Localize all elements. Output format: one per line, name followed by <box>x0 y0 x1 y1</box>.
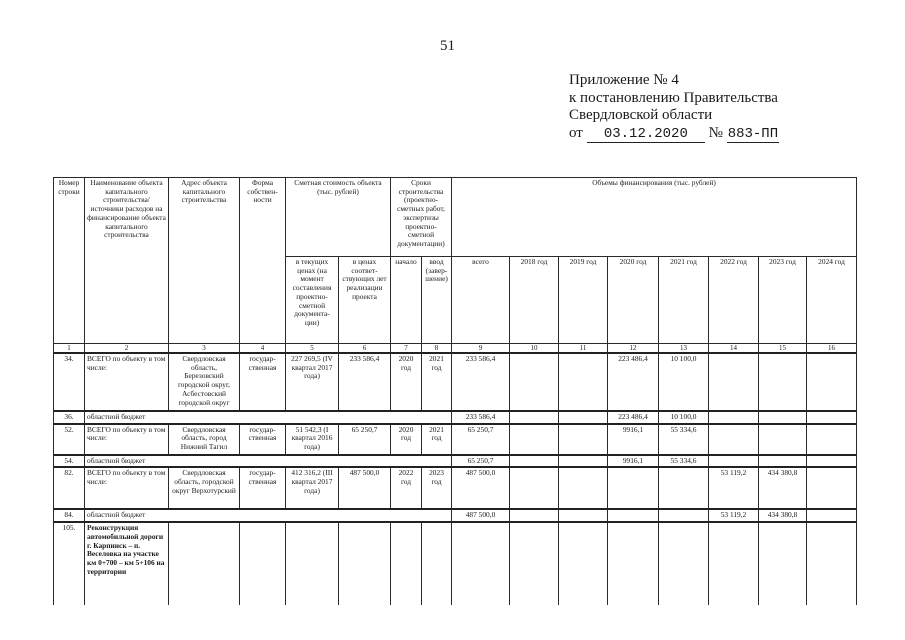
resolution-date: 03.12.2020 <box>587 127 705 143</box>
empty-cell <box>169 522 240 605</box>
amount-2024 <box>807 455 857 468</box>
amount-2019 <box>559 353 608 411</box>
row-number: 105. <box>54 522 85 605</box>
row-number: 82. <box>54 467 85 509</box>
amount-2024 <box>807 411 857 424</box>
row-number: 34. <box>54 353 85 411</box>
header-cost-forecast: в ценах соответ-ствующих лет реализации проекта <box>339 257 391 344</box>
column-number: 6 <box>339 344 391 354</box>
amount-2021 <box>659 467 709 509</box>
term-end: 2021 год <box>422 424 452 455</box>
empty-cell <box>608 522 659 605</box>
empty-cell <box>807 522 857 605</box>
object-name: ВСЕГО по объекту в том числе: <box>85 353 169 411</box>
amount-2020 <box>608 467 659 509</box>
column-number: 5 <box>286 344 339 354</box>
amount-2021: 10 100,0 <box>659 411 709 424</box>
amount-2022 <box>709 411 759 424</box>
amount-2024 <box>807 467 857 509</box>
header-row <box>54 178 857 257</box>
empty-cell <box>709 522 759 605</box>
amount-2023: 434 380,8 <box>759 467 807 509</box>
term-start: 2020 год <box>391 353 422 411</box>
amount-2019 <box>559 424 608 455</box>
amount-2020 <box>608 509 659 522</box>
empty-cell <box>559 522 608 605</box>
term-end: 2021 год <box>422 353 452 411</box>
cost-current: 51 542,3 (I квартал 2016 года) <box>286 424 339 455</box>
header-terms: Сроки строительства (проектно-сметных работ, экспертизы проектно-сметной документации) <box>391 178 452 257</box>
empty-cell <box>510 522 559 605</box>
empty-cell <box>452 522 510 605</box>
object-address: Свердловская область, Березовский городской округ, Асбестовский городской округ <box>169 353 240 411</box>
amount-2023 <box>759 353 807 411</box>
empty-cell <box>286 522 339 605</box>
appendix-title: Приложение № 4 <box>569 72 679 88</box>
header-year-2023: 2023 год <box>759 257 807 344</box>
row-number: 52. <box>54 424 85 455</box>
table-row <box>54 467 857 509</box>
column-number: 8 <box>422 344 452 354</box>
object-address: Свердловская область, город Нижний Тагил <box>169 424 240 455</box>
object-name: Реконструкция автомобильной дороги г. Карпинск – п. Веселовка на участке км 0+700 – км 5+106 на территории <box>85 522 169 605</box>
empty-cell <box>240 522 286 605</box>
total-amount: 233 586,4 <box>452 411 510 424</box>
column-number: 11 <box>559 344 608 354</box>
total-amount: 233 586,4 <box>452 353 510 411</box>
row-number: 84. <box>54 509 85 522</box>
amount-2018 <box>510 509 559 522</box>
row-number: 36. <box>54 411 85 424</box>
amount-2021 <box>659 509 709 522</box>
header-cost-current: в текущих ценах (на момент составления проектно-сметной документа-ции) <box>286 257 339 344</box>
ownership: государ-ственная <box>240 467 286 509</box>
amount-2021: 10 100,0 <box>659 353 709 411</box>
header-ownership: Форма собствен-ности <box>240 178 286 344</box>
amount-2018 <box>510 424 559 455</box>
amount-2018 <box>510 467 559 509</box>
amount-2020: 223 486,4 <box>608 411 659 424</box>
total-amount: 487 500,0 <box>452 467 510 509</box>
column-number: 9 <box>452 344 510 354</box>
amount-2023: 434 380,8 <box>759 509 807 522</box>
empty-cell <box>339 522 391 605</box>
header-year-2024: 2024 год <box>807 257 857 344</box>
amount-2024 <box>807 509 857 522</box>
amount-2022: 53 119,2 <box>709 509 759 522</box>
amount-2023 <box>759 455 807 468</box>
header-year-2018: 2018 год <box>510 257 559 344</box>
amount-2022 <box>709 353 759 411</box>
term-start: 2022 год <box>391 467 422 509</box>
funding-source: областной бюджет <box>85 411 452 424</box>
amount-2020: 223 486,4 <box>608 353 659 411</box>
amount-2018 <box>510 411 559 424</box>
amount-2019 <box>559 509 608 522</box>
appendix-date-line <box>569 125 779 143</box>
amount-2019 <box>559 411 608 424</box>
funding-source: областной бюджет <box>85 509 452 522</box>
amount-2020: 9916,1 <box>608 455 659 468</box>
appendix-resolution: к постановлению Правительства <box>569 89 778 106</box>
empty-cell <box>391 522 422 605</box>
number-label: № <box>708 124 723 141</box>
column-number: 4 <box>240 344 286 354</box>
empty-cell <box>659 522 709 605</box>
empty-cell <box>759 522 807 605</box>
column-number: 15 <box>759 344 807 354</box>
amount-2022 <box>709 455 759 468</box>
column-number: 12 <box>608 344 659 354</box>
header-object-name: Наименование объекта капитального строительства/ источники расходов на финансирование объекта капитального строительства <box>85 178 169 344</box>
amount-2018 <box>510 353 559 411</box>
header-term-start: начало <box>391 257 422 344</box>
amount-2022: 53 119,2 <box>709 467 759 509</box>
amount-2024 <box>807 424 857 455</box>
header-estimated-cost: Сметная стоимость объекта (тыс. рублей) <box>286 178 391 257</box>
table-row <box>54 353 857 411</box>
cost-forecast: 233 586,4 <box>339 353 391 411</box>
amount-2019 <box>559 455 608 468</box>
amount-2022 <box>709 424 759 455</box>
column-number-row <box>54 344 857 354</box>
amount-2023 <box>759 411 807 424</box>
amount-2019 <box>559 467 608 509</box>
table-row <box>54 522 857 605</box>
page-number: 51 <box>440 38 455 54</box>
table-row <box>54 411 857 424</box>
ownership: государ-ственная <box>240 353 286 411</box>
cost-current: 412 316,2 (III квартал 2017 года) <box>286 467 339 509</box>
column-number: 14 <box>709 344 759 354</box>
amount-2023 <box>759 424 807 455</box>
term-start: 2020 год <box>391 424 422 455</box>
from-label: от <box>569 124 583 141</box>
header-row-number: Номер строки <box>54 178 85 344</box>
header-year-2022: 2022 год <box>709 257 759 344</box>
column-number: 1 <box>54 344 85 354</box>
appendix-header <box>569 72 779 143</box>
header-term-commission: ввод (завер-шение) <box>422 257 452 344</box>
column-number: 16 <box>807 344 857 354</box>
resolution-number: 883-ПП <box>727 125 779 142</box>
header-total: всего <box>452 257 510 344</box>
object-address: Свердловская область, городской округ Верхотурский <box>169 467 240 509</box>
term-end: 2023 год <box>422 467 452 509</box>
table-row <box>54 455 857 468</box>
amount-2021: 55 334,6 <box>659 455 709 468</box>
table-row <box>54 509 857 522</box>
cost-forecast: 65 250,7 <box>339 424 391 455</box>
financing-table <box>53 177 857 605</box>
header-year-2021: 2021 год <box>659 257 709 344</box>
header-year-2019: 2019 год <box>559 257 608 344</box>
header-address: Адрес объекта капитального строительства <box>169 178 240 344</box>
amount-2018 <box>510 455 559 468</box>
column-number: 3 <box>169 344 240 354</box>
column-number: 2 <box>85 344 169 354</box>
funding-source: областной бюджет <box>85 455 452 468</box>
header-year-2020: 2020 год <box>608 257 659 344</box>
object-name: ВСЕГО по объекту в том числе: <box>85 424 169 455</box>
table-row <box>54 424 857 455</box>
appendix-authority: Свердловской области <box>569 107 713 123</box>
ownership: государ-ственная <box>240 424 286 455</box>
object-name: ВСЕГО по объекту в том числе: <box>85 467 169 509</box>
total-amount: 65 250,7 <box>452 424 510 455</box>
amount-2020: 9916,1 <box>608 424 659 455</box>
row-number: 54. <box>54 455 85 468</box>
column-number: 13 <box>659 344 709 354</box>
empty-cell <box>422 522 452 605</box>
total-amount: 487 500,0 <box>452 509 510 522</box>
column-number: 10 <box>510 344 559 354</box>
cost-forecast: 487 500,0 <box>339 467 391 509</box>
amount-2021: 55 334,6 <box>659 424 709 455</box>
cost-current: 227 269,5 (IV квартал 2017 года) <box>286 353 339 411</box>
total-amount: 65 250,7 <box>452 455 510 468</box>
header-financing: Объемы финансирования (тыс. рублей) <box>452 178 857 257</box>
amount-2024 <box>807 353 857 411</box>
column-number: 7 <box>391 344 422 354</box>
